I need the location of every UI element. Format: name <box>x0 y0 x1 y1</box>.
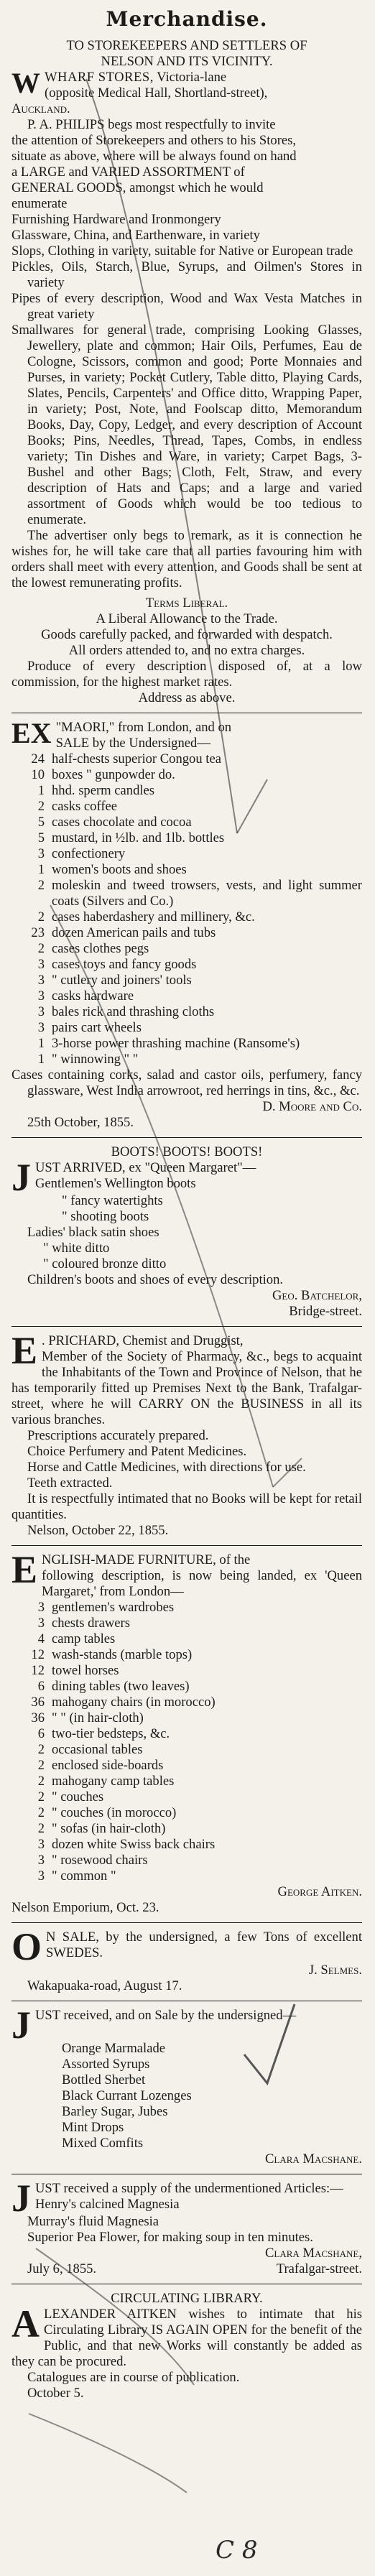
boot-line: Children's boots and shoes of every description. <box>27 1272 284 1287</box>
advert-heading <box>11 2302 362 2370</box>
catalogue-line: Catalogues are in course of publication. <box>27 2370 240 2385</box>
terms-line: All orders attended to, and no extra charges. <box>68 643 305 658</box>
list-item: 2 cases haberdashery and millinery, &c. <box>37 909 255 925</box>
store-opposite: (opposite Medical Hall, Shortland-street), <box>45 85 268 101</box>
dropcap: J <box>11 2177 31 2220</box>
advert-maori-cargo <box>11 717 362 1131</box>
list-item: 3 casks hardware <box>37 988 134 1004</box>
heading-rest: LEXANDER AITKEN wishes to intimate that his Circulating Library IS AGAIN OPEN for the benefit of the Public, and that new Works will constantly be added as they can be procured. <box>11 2307 362 2369</box>
goods-item: Pickles, Oils, Starch, Blue, Syrups, and Oilmen's Stores in variety <box>11 259 362 290</box>
closing-text: The advertiser only begs to remark, as it is connection he wishes for, he will take care that all parties favouring him with orders shall meet with every attention, and Goods shall be sent at the lowest remunerating profits. <box>11 528 362 590</box>
divider <box>11 1137 362 1138</box>
list-item: 1 3-horse power thrashing machine (Ransome's) <box>37 1036 300 1051</box>
divider <box>11 1922 362 1923</box>
goods-item: Glassware, China, and Earthenware, in variety <box>11 228 260 243</box>
divider <box>11 1326 362 1327</box>
list-item: 36 " " (in hair-cloth) <box>31 1710 144 1725</box>
advert-heading <box>11 1925 362 1968</box>
signature: J. Selmes. <box>308 1963 362 1978</box>
goods-item: Furnishing Hardware and Ironmongery <box>11 212 221 227</box>
intro-line: P. A. PHILIPS begs most respectfully to invite <box>27 117 276 132</box>
heading-rest: NGLISH-MADE FURNITURE, of the <box>42 1552 251 1567</box>
list-item: 6 dining tables (two leaves) <box>37 1679 190 1694</box>
list-item: 2 enclosed side-boards <box>37 1758 164 1773</box>
heading-rest: UST received, and on Sale by the undersigned— <box>35 2008 297 2023</box>
list-item: 10 boxes " gunpowder do. <box>31 767 175 782</box>
intro-line: the attention of Storekeepers and others to his Stores, <box>11 133 297 148</box>
boot-line: " white ditto <box>43 1241 110 1256</box>
signature: George Aitken. <box>277 1884 362 1899</box>
list-item: 3 " common " <box>37 1868 116 1884</box>
address-line: Address as above. <box>138 690 236 705</box>
advert-wharf-stores <box>11 38 362 706</box>
list-item: 23 dozen American pails and tubs <box>31 925 216 940</box>
list-item: 2 mahogany camp tables <box>37 1774 175 1789</box>
service-line: Choice Perfumery and Patent Medicines. <box>27 1444 247 1459</box>
furniture-list <box>11 1600 362 1884</box>
list-item: 2 moleskin and tweed trowsers, vests, and light summer coats (Silvers and Co.) <box>37 878 362 909</box>
list-item: 2 casks coffee <box>37 799 118 814</box>
footer-line: Nelson Emporium, Oct. 23. <box>11 1900 159 1915</box>
list-item: 1 women's boots and shoes <box>37 862 187 877</box>
list-item: Superior Pea Flower, for making soup in ten minutes. <box>27 2230 313 2245</box>
produce-text: Produce of every description disposed of, at a low commission, for the highest market rates. <box>11 659 362 690</box>
list-item: 2 " sofas (in hair-cloth) <box>37 1821 166 1836</box>
boot-line: Gentlemen's Wellington boots <box>35 1176 196 1191</box>
advert-intro <box>11 117 362 212</box>
list-item: Mixed Comfits <box>62 2136 144 2151</box>
signature: Clara Macshane, <box>264 2246 362 2261</box>
boot-line: " shooting boots <box>62 1209 149 1224</box>
intro-line: situate as above, where will be always found on hand <box>11 149 297 164</box>
advert-date: July 6, 1855. <box>27 2261 97 2276</box>
list-item: 12 wash-stands (marble tops) <box>31 1647 193 1662</box>
goods-item: Slops, Clothing in variety, suitable for Native or European trade <box>11 244 353 259</box>
list-item: 1 " winnowing " " <box>37 1052 139 1067</box>
heading-rest: UST ARRIVED, ex "Queen Margaret"— <box>35 1160 256 1175</box>
list-item: 3 pairs cart wheels <box>37 1020 142 1035</box>
signature: D. Moore and Co. <box>262 1099 362 1114</box>
list-item: 3 " rosewood chairs <box>37 1853 148 1868</box>
advert-heading <box>11 2003 362 2047</box>
list-item: 4 camp tables <box>37 1631 116 1646</box>
divider <box>11 1545 362 1546</box>
dropcap: EX <box>11 717 52 749</box>
list-item: 24 half-chests superior Congou tea <box>31 751 221 766</box>
cargo-list <box>11 751 362 1067</box>
street: Bridge-street. <box>289 1304 362 1319</box>
terms-title: Terms Liberal. <box>145 596 228 611</box>
boot-line: Ladies' black satin shoes <box>27 1225 159 1240</box>
intro-line: GENERAL GOODS, amongst which he would <box>11 180 264 195</box>
advert-date: 25th October, 1855. <box>27 1115 134 1130</box>
advert-title: BOOTS! BOOTS! BOOTS! <box>111 1144 263 1159</box>
terms-line: Goods carefully packed, and forwarded with despatch. <box>41 627 333 642</box>
list-item: 6 two-tier bedsteps, &c. <box>37 1726 170 1741</box>
goods-item: Smallwares for general trade, comprising Looking Glasses, Jewellery, plate and common; Hair Oils, Perfumes, Eau de Cologne, Scissors, common and good; Porte Monnaies and Purses, in variety; Pocket Cutlery, Table ditto, Playing Cards, Slates, Pencils, Carpenters' and Office ditto, Wrapping Paper, in variety; Post, Note, and Foolscap ditto, Memorandum Books, Day, Copy, Ledger, and every description of Account Books; Pins, Needles, Thread, Tapes, Combs, in endless variety; Tin Dishes and Ware, in variety; Carpet Bags, 3-Bushel and other Bags; Cloth, Felt, Straw, and every description of Hats and Caps; and a large and varied assortment of Goods which would be too tedious to enumerate. <box>11 323 362 527</box>
list-item: 3 " cutlery and joiners' tools <box>37 973 192 988</box>
body-text: following description, is now being landed, ex 'Queen Margaret,' from London— <box>42 1568 362 1599</box>
signature: Geo. Batchelor, <box>272 1288 362 1303</box>
list-item: 2 occasional tables <box>37 1742 143 1757</box>
advert-title: CIRCULATING LIBRARY. <box>111 2291 263 2306</box>
list-item: Orange Marmalade <box>62 2041 166 2056</box>
advert-date: Nelson, October 22, 1855. <box>27 1523 169 1538</box>
advert-subheading: NELSON AND ITS VICINITY. <box>101 54 273 69</box>
service-line: Horse and Cattle Medicines, with directions for use. <box>27 1460 306 1475</box>
boot-line: " coloured bronze ditto <box>43 1256 167 1271</box>
list-item: Barley Sugar, Jubes <box>62 2104 168 2119</box>
list-item: Murray's fluid Magnesia <box>27 2214 159 2229</box>
handwritten-note: C 8 <box>216 2536 258 2565</box>
advert-furniture <box>11 1548 362 1916</box>
sale-line: SALE by the Undersigned— <box>55 736 210 751</box>
advert-heading: TO STOREKEEPERS AND SETTLERS OF <box>66 38 307 53</box>
dropcap: O <box>11 1925 42 1968</box>
section-masthead: Merchandise. <box>106 7 268 31</box>
advert-magnesia <box>11 2177 362 2277</box>
store-name: WHARF STORES, <box>45 70 154 85</box>
heading-rest: from London, and on <box>114 720 232 735</box>
store-address: Victoria-lane <box>153 70 227 85</box>
dropcap: W <box>11 67 40 99</box>
list-item: 12 towel horses <box>31 1663 119 1678</box>
list-item: 1 hhd. sperm candles <box>37 783 155 798</box>
advert-confectionery <box>11 2003 362 2167</box>
list-item: 36 mahogany chairs (in morocco) <box>31 1695 216 1710</box>
advert-boots <box>11 1144 362 1320</box>
closing-text: Cases containing corks, salad and castor oils, perfumery, fancy glassware, West India arrowroot, red herrings in tins, &c., &c. <box>11 1067 362 1098</box>
list-item: 3 chests drawers <box>37 1616 130 1631</box>
terms-line: A Liberal Allowance to the Trade. <box>96 611 278 626</box>
list-item: Assorted Syrups <box>62 2057 150 2072</box>
ink-stroke <box>29 2414 187 2493</box>
service-line: Teeth extracted. <box>27 1475 113 1491</box>
list-item: 3 cases toys and fancy goods <box>37 957 197 972</box>
heading-rest: UST received a supply of the undermentioned Articles:— <box>35 2181 343 2196</box>
intro-line: enumerate <box>11 196 68 211</box>
dropcap: A <box>11 2302 40 2345</box>
advert-date: October 5. <box>27 2386 84 2401</box>
list-item: 3 dozen white Swiss back chairs <box>37 1837 216 1852</box>
list-item: 5 cases chocolate and cocoa <box>37 815 192 830</box>
heading-rest: . PRICHARD, Chemist and Druggist, <box>42 1333 244 1348</box>
service-line: It is respectfully intimated that no Books will be kept for retail quantities. <box>11 1491 362 1522</box>
advert-heading <box>11 1329 362 1372</box>
list-item: 2 " couches <box>37 1789 104 1804</box>
ship-name: "MAORI," <box>55 720 115 735</box>
boot-line: " fancy watertights <box>62 1193 163 1208</box>
advert-library <box>11 2291 362 2401</box>
goods-item: Pipes of every description, Wood and Wax Vesta Matches in great variety <box>11 291 362 322</box>
signature: Clara Macshane. <box>264 2151 362 2167</box>
list-item: 2 cases clothes pegs <box>37 941 149 956</box>
store-location: Auckland. <box>11 101 70 116</box>
list-item: Mint Drops <box>62 2120 124 2135</box>
intro-line: a LARGE and VARIED ASSORTMENT of <box>11 165 245 180</box>
advert-swedes <box>11 1925 362 1994</box>
dropcap: J <box>11 1156 31 1199</box>
list-item: Henry's calcined Magnesia <box>35 2197 180 2212</box>
dropcap: J <box>11 2003 31 2047</box>
heading-rest: N SALE, by the undersigned, a few Tons of excellent SWEDES. <box>46 1929 362 1960</box>
dropcap: E <box>11 1329 38 1372</box>
list-item: 5 mustard, in ½lb. and 1lb. bottles <box>37 830 225 845</box>
street: Trafalgar-street. <box>276 2261 362 2276</box>
body-text: Member of the Society of Pharmacy, &c., begs to acquaint the Inhabitants of the Town and Province of Nelson, that he has temporarily fitted up Premises Next to the Bank, Trafalgar-street, where he will CARRY ON the BUSINESS in all its various branches. <box>11 1349 362 1427</box>
service-line: Prescriptions accurately prepared. <box>27 1428 209 1443</box>
list-item: 3 confectionery <box>37 846 126 861</box>
list-item: 3 bales rick and thrashing cloths <box>37 1004 215 1019</box>
advert-prichard <box>11 1329 362 1539</box>
list-item: Black Currant Lozenges <box>62 2088 192 2103</box>
list-item: 3 gentlemen's wardrobes <box>37 1600 175 1615</box>
list-item: 2 " couches (in morocco) <box>37 1805 177 1820</box>
dropcap: E <box>11 1548 38 1591</box>
list-item: Bottled Sherbet <box>62 2072 146 2088</box>
advert-date: Wakapuaka-road, August 17. <box>27 1978 182 1993</box>
